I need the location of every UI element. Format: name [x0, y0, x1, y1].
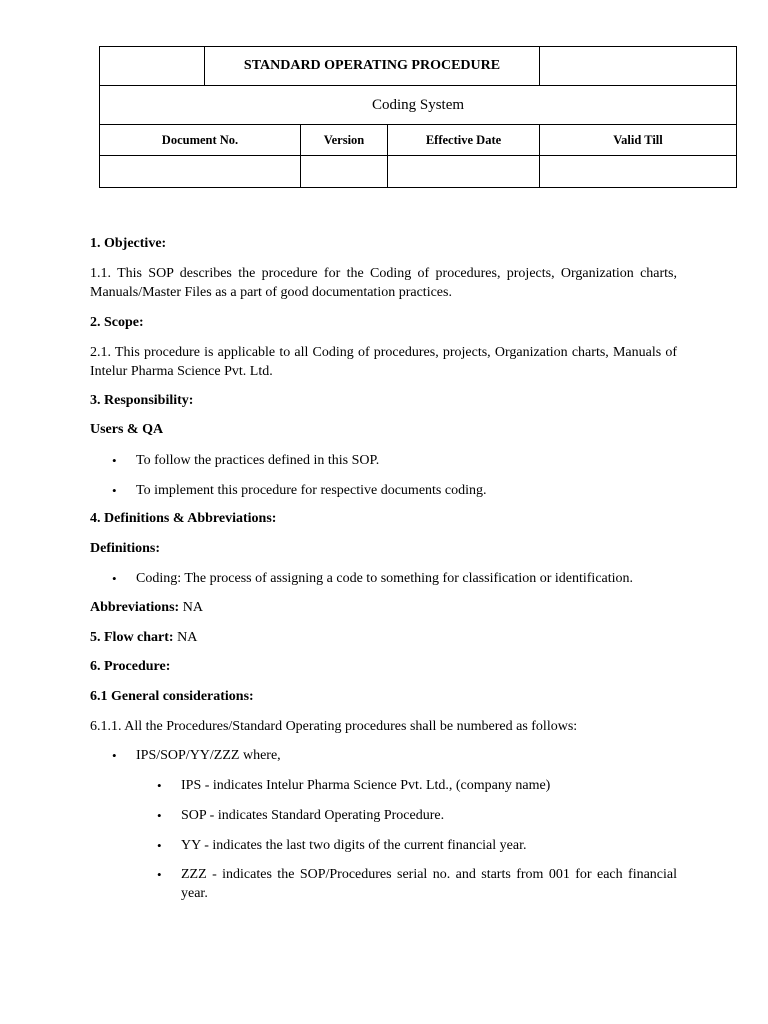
list-item: IPS/SOP/YY/ZZZ where,	[136, 748, 281, 763]
cell-document-no	[100, 156, 301, 188]
definitions-heading: 4. Definitions & Abbreviations:	[90, 511, 277, 526]
list-item: Coding: The process of assigning a code to something for classification or identification.	[136, 571, 634, 586]
flowchart-value: NA	[173, 630, 198, 645]
bullet-icon: •	[112, 483, 117, 498]
responsibility-heading: 3. Responsibility:	[90, 393, 194, 408]
objective-text: 1.1. This SOP describes the procedure for the Coding of procedures, projects, Organization charts, Manuals/Master Files as a part of good documentation practices.	[90, 266, 677, 300]
objective-heading: 1. Objective:	[90, 236, 167, 251]
flowchart-label: 5. Flow chart:	[90, 630, 174, 645]
sop-title: STANDARD OPERATING PROCEDURE	[205, 47, 540, 86]
bullet-icon: •	[157, 808, 162, 823]
col-effective-date: Effective Date	[388, 125, 540, 156]
procedure-heading: 6. Procedure:	[90, 659, 171, 674]
list-item: ZZZ - indicates the SOP/Procedures serial no. and starts from 001 for each financial year.	[181, 867, 677, 901]
definitions-subheading: Definitions:	[90, 541, 160, 556]
scope-heading: 2. Scope:	[90, 315, 144, 330]
header-blank-right	[540, 47, 737, 86]
abbreviations-line	[90, 598, 677, 617]
bullet-icon: •	[112, 571, 117, 586]
abbreviations-label: Abbreviations:	[90, 600, 180, 615]
users-qa-heading: Users & QA	[90, 422, 164, 437]
list-item: SOP - indicates Standard Operating Procedure.	[181, 808, 445, 823]
col-valid-till: Valid Till	[540, 125, 737, 156]
list-item: IPS - indicates Intelur Pharma Science Pvt. Ltd., (company name)	[181, 778, 551, 793]
bullet-icon: •	[112, 748, 117, 763]
header-blank-left	[100, 47, 205, 86]
sop-header-table	[99, 46, 737, 188]
cell-effective-date	[388, 156, 540, 188]
list-item: To follow the practices defined in this SOP.	[136, 453, 380, 468]
col-version: Version	[301, 125, 388, 156]
bullet-icon: •	[157, 867, 162, 882]
cell-version	[301, 156, 388, 188]
sop-subtitle: Coding System	[100, 86, 737, 125]
abbreviations-value: NA	[179, 600, 203, 615]
scope-text: 2.1. This procedure is applicable to all Coding of procedures, projects, Organization charts, Manuals of Intelur Pharma Science Pvt. Ltd.	[90, 345, 677, 379]
list-item: YY - indicates the last two digits of the current financial year.	[181, 838, 527, 853]
bullet-icon: •	[112, 453, 117, 468]
cell-valid-till	[540, 156, 737, 188]
bullet-icon: •	[157, 838, 162, 853]
list-item: To implement this procedure for respective documents coding.	[136, 483, 487, 498]
col-document-no: Document No.	[100, 125, 301, 156]
bullet-icon: •	[157, 778, 162, 793]
flowchart-line	[90, 628, 677, 647]
general-considerations-text: 6.1.1. All the Procedures/Standard Operating procedures shall be numbered as follows:	[90, 719, 578, 734]
general-considerations-heading: 6.1 General considerations:	[90, 689, 254, 704]
